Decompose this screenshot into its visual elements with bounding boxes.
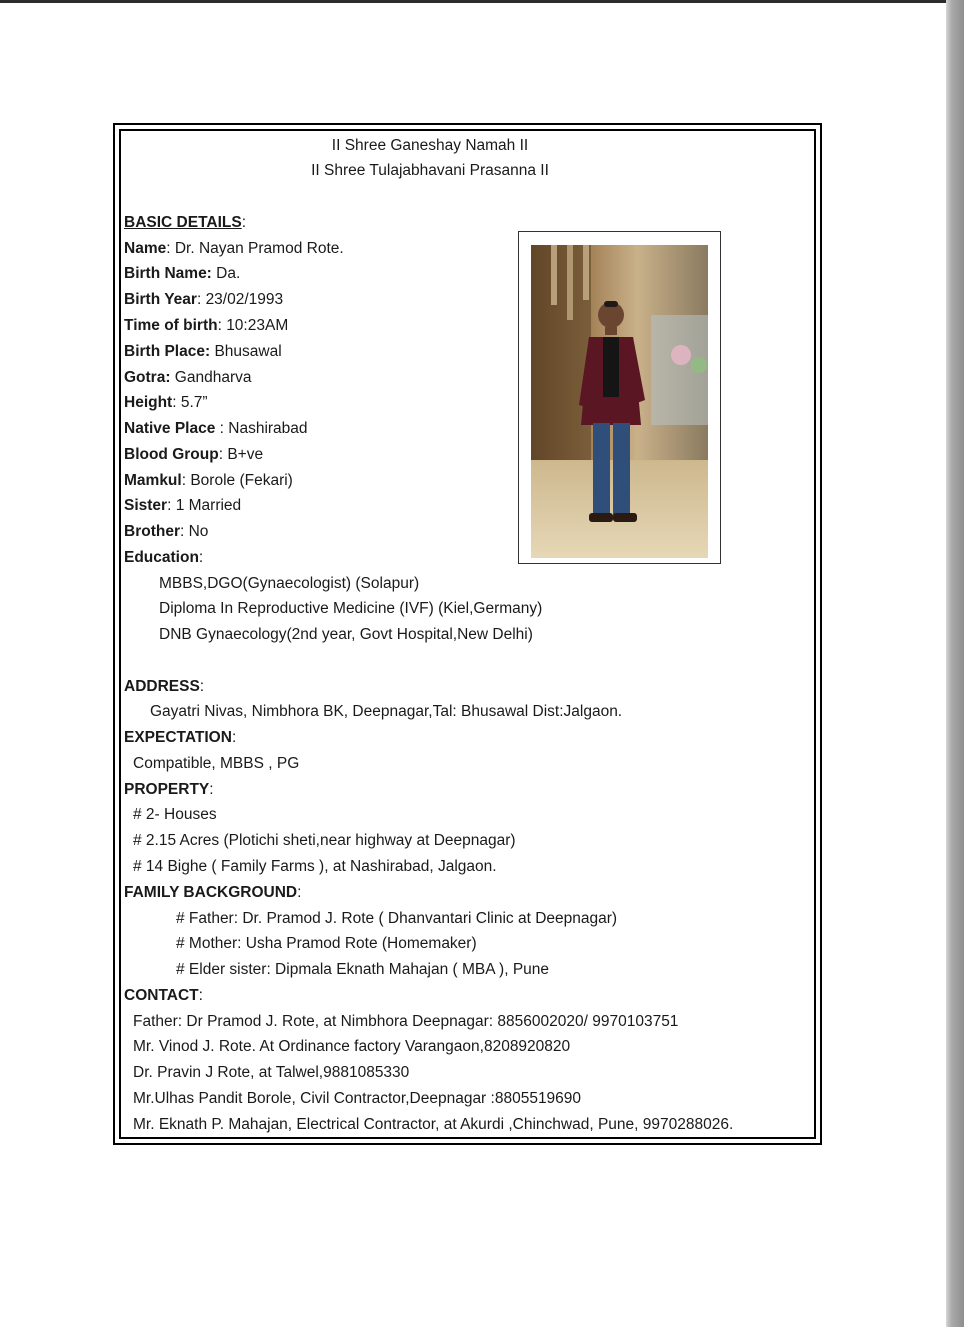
- field-value: : 1 Married: [167, 497, 242, 514]
- field-label: Sister: [124, 497, 168, 514]
- invocation-line-2: II Shree Tulajabhavani Prasanna II: [311, 162, 549, 179]
- field-label: Brother: [124, 523, 180, 540]
- property-item: # 2.15 Acres (Plotichi sheti,near highway at Deepnagar): [133, 832, 516, 849]
- field-name: [124, 240, 344, 258]
- field-blood-group: [124, 446, 263, 464]
- contact-item: Mr. Eknath P. Mahajan, Electrical Contractor, at Akurdi ,Chinchwad, Pune, 9970288026.: [133, 1116, 734, 1133]
- field-value: : 5.7”: [172, 394, 208, 411]
- expectation-heading-text: EXPECTATION: [124, 729, 232, 746]
- family-heading-text: FAMILY BACKGROUND: [124, 884, 298, 901]
- field-label: Birth Place:: [124, 343, 211, 360]
- profile-photo-frame: [518, 231, 721, 564]
- property-item: # 14 Bighe ( Family Farms ), at Nashirabad, Jalgaon.: [133, 858, 497, 875]
- address-text: Gayatri Nivas, Nimbhora BK, Deepnagar,Tal: Bhusawal Dist:Jalgaon.: [150, 703, 623, 720]
- profile-photo: [531, 245, 708, 558]
- page-right-shadow: [946, 0, 964, 1327]
- field-birth-name: [124, 265, 240, 283]
- field-label: Native Place: [124, 420, 216, 437]
- contact-item: Mr. Vinod J. Rote. At Ordinance factory Varangaon,8208920820: [133, 1038, 571, 1055]
- field-value: : 10:23AM: [217, 317, 289, 334]
- field-label: Name: [124, 240, 167, 257]
- contact-item: Dr. Pravin J Rote, at Talwel,9881085330: [133, 1064, 410, 1081]
- family-heading: FAMILY BACKGROUND:: [124, 884, 302, 901]
- contact-item: Mr.Ulhas Pandit Borole, Civil Contractor,Deepnagar :8805519690: [133, 1090, 582, 1107]
- field-value: :: [198, 549, 204, 566]
- education-item: MBBS,DGO(Gynaecologist) (Solapur): [159, 575, 420, 592]
- basic-details-heading: BASIC DETAILS:: [124, 214, 247, 231]
- family-item: # Elder sister: Dipmala Eknath Mahajan ( MBA ), Pune: [176, 961, 550, 978]
- invocation-line-1: II Shree Ganeshay Namah II: [331, 137, 529, 154]
- basic-details-heading-text: BASIC DETAILS: [124, 214, 242, 231]
- expectation-text: Compatible, MBBS , PG: [133, 755, 300, 772]
- page-top-edge: [0, 0, 964, 3]
- field-birth-place: [124, 343, 282, 361]
- property-heading-text: PROPERTY: [124, 781, 210, 798]
- contact-item: Father: Dr Pramod J. Rote, at Nimbhora Deepnagar: 8856002020/ 9970103751: [133, 1013, 679, 1030]
- field-label: Gotra:: [124, 369, 171, 386]
- field-label: Blood Group: [124, 446, 219, 463]
- field-value: : Nashirabad: [215, 420, 308, 437]
- family-item: # Mother: Usha Pramod Rote (Homemaker): [176, 935, 477, 952]
- field-label: Birth Name:: [124, 265, 212, 282]
- field-value: Gandharva: [170, 369, 252, 386]
- field-value: : Dr. Nayan Pramod Rote.: [166, 240, 344, 257]
- address-heading-text: ADDRESS: [124, 678, 200, 695]
- field-birth-year: [124, 291, 283, 309]
- contact-heading-text: CONTACT: [124, 987, 199, 1004]
- field-value: Da.: [211, 265, 241, 282]
- field-value: : 23/02/1993: [196, 291, 284, 308]
- field-label: Education: [124, 549, 199, 566]
- field-gotra: [124, 369, 252, 387]
- education-item: Diploma In Reproductive Medicine (IVF) (Kiel,Germany): [159, 600, 543, 617]
- field-mamkul: [124, 472, 293, 490]
- family-item: # Father: Dr. Pramod J. Rote ( Dhanvantari Clinic at Deepnagar): [176, 910, 618, 927]
- expectation-heading: EXPECTATION:: [124, 729, 237, 746]
- address-heading: ADDRESS:: [124, 678, 205, 695]
- field-sister: [124, 497, 241, 515]
- field-time-of-birth: [124, 317, 288, 335]
- field-label: Time of birth: [124, 317, 218, 334]
- field-brother: [124, 523, 208, 541]
- field-value: Bhusawal: [210, 343, 282, 360]
- field-height: [124, 394, 208, 412]
- field-label: Mamkul: [124, 472, 182, 489]
- field-label: Birth Year: [124, 291, 197, 308]
- education-item: DNB Gynaecology(2nd year, Govt Hospital,New Delhi): [159, 626, 533, 643]
- contact-heading: CONTACT:: [124, 987, 203, 1004]
- field-value: : B+ve: [218, 446, 264, 463]
- field-label: Height: [124, 394, 173, 411]
- field-education: [124, 549, 203, 567]
- property-item: # 2- Houses: [133, 806, 217, 823]
- field-value: : Borole (Fekari): [181, 472, 293, 489]
- field-native-place: [124, 420, 308, 438]
- field-value: : No: [179, 523, 209, 540]
- property-heading: PROPERTY:: [124, 781, 214, 798]
- profile-photo-illustration: [531, 245, 708, 558]
